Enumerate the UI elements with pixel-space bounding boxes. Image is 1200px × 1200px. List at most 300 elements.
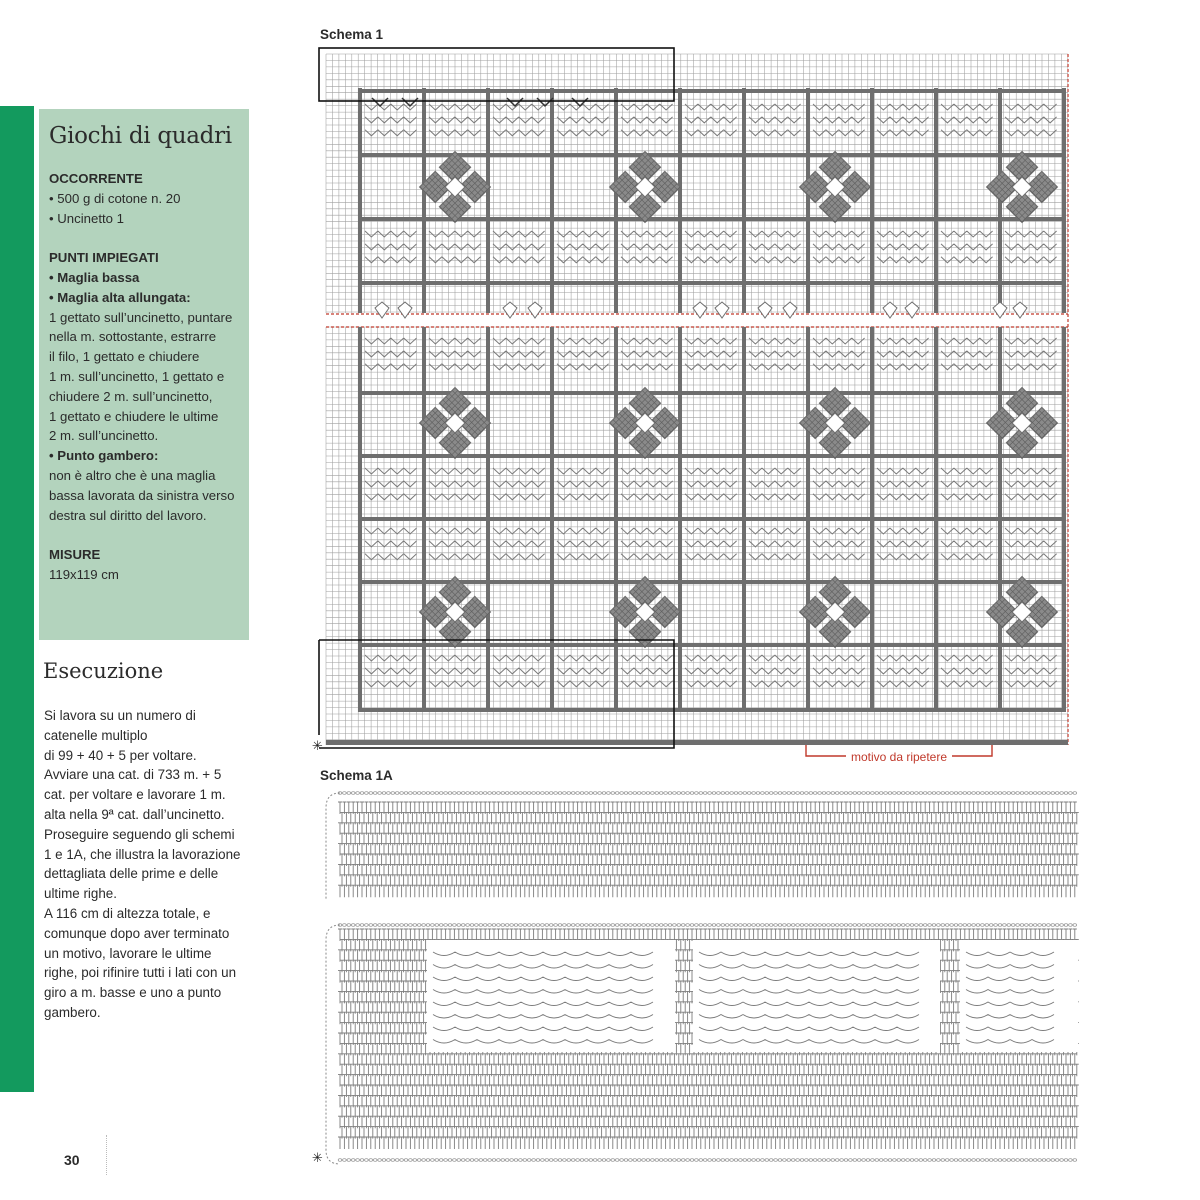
separator-marker	[503, 302, 517, 318]
chain-stitch	[545, 924, 549, 927]
chain-stitch	[444, 1159, 448, 1162]
chain-stitch	[585, 1159, 589, 1162]
v-stitch-row	[685, 528, 737, 534]
chain-stitch	[941, 924, 945, 927]
chain-stitch	[950, 792, 954, 795]
chain-stitch	[369, 1159, 373, 1162]
square-row-line	[360, 217, 1064, 221]
chain-stitch	[536, 924, 540, 927]
chain-stitch	[514, 1159, 518, 1162]
chain-stitch	[840, 1159, 844, 1162]
chain-stitch	[761, 792, 765, 795]
chain-stitch	[589, 924, 593, 927]
chain-stitch	[448, 924, 452, 927]
v-stitch-row	[493, 554, 545, 560]
chain-stitch	[906, 1159, 910, 1162]
v-stitch-row	[877, 244, 929, 250]
chain-stitch	[541, 792, 545, 795]
chain-stitch	[563, 1159, 567, 1162]
v-stitch-row	[493, 528, 545, 534]
chain-stitch	[593, 792, 597, 795]
chain-stitch	[461, 792, 465, 795]
chain-stitch	[532, 1159, 536, 1162]
v-stitch-row	[813, 528, 865, 534]
chain-stitch	[1007, 924, 1011, 927]
chain-stitch	[1047, 1159, 1051, 1162]
execution-line: alta nella 9ª cat. dall’uncinetto.	[44, 806, 225, 822]
chain-stitch	[567, 1159, 571, 1162]
chain-stitch	[778, 924, 782, 927]
chain-stitch	[1051, 1159, 1055, 1162]
separator-marker	[883, 302, 897, 318]
chain-stitch	[479, 1159, 483, 1162]
chain-stitch	[791, 1159, 795, 1162]
v-stitch-row	[1005, 364, 1057, 370]
chain-stitch	[479, 792, 483, 795]
schema-1-label: Schema 1	[320, 27, 384, 42]
chain-stitch	[585, 792, 589, 795]
chain-stitch	[835, 792, 839, 795]
v-stitch-row	[1005, 117, 1057, 123]
diamond-motif	[987, 152, 1058, 223]
chain-stitch	[598, 792, 602, 795]
square-column-line	[742, 88, 746, 313]
chain-stitch	[743, 792, 747, 795]
chain-stitch	[686, 1159, 690, 1162]
chain-stitch	[695, 924, 699, 927]
chain-stitch	[664, 924, 668, 927]
chain-stitch	[849, 924, 853, 927]
chain-stitch	[708, 924, 712, 927]
v-stitch-row	[621, 554, 673, 560]
chain-stitch	[532, 924, 536, 927]
separator-marker	[993, 302, 1007, 318]
chain-stitch	[593, 924, 597, 927]
chain-stitch	[576, 1159, 580, 1162]
chain-stitch	[422, 792, 426, 795]
chain-stitch	[923, 1159, 927, 1162]
separator-marker	[715, 302, 729, 318]
chain-stitch	[774, 924, 778, 927]
chain-stitch	[615, 792, 619, 795]
chain-stitch	[972, 924, 976, 927]
chain-stitch	[998, 924, 1002, 927]
chain-stitch	[985, 792, 989, 795]
v-stitch-row	[365, 117, 417, 123]
chain-stitch	[655, 1159, 659, 1162]
chain-stitch	[677, 1159, 681, 1162]
chain-stitch	[391, 1159, 395, 1162]
chain-stitch	[338, 1159, 342, 1162]
chain-stitch	[492, 924, 496, 927]
v-stitch-row	[493, 257, 545, 263]
chain-stitch	[1042, 1159, 1046, 1162]
chain-stitch	[514, 924, 518, 927]
chain-stitch	[563, 924, 567, 927]
chain-stitch	[756, 924, 760, 927]
chain-stitch	[981, 924, 985, 927]
chain-stitch	[607, 924, 611, 927]
execution-line: catenelle multiplo	[44, 727, 148, 743]
chain-stitch	[453, 924, 457, 927]
v-stitch-row	[941, 528, 993, 534]
chain-stitch	[554, 792, 558, 795]
chain-stitch	[378, 1159, 382, 1162]
chain-stitch	[501, 1159, 505, 1162]
chain-stitch	[879, 1159, 883, 1162]
chain-stitch	[813, 924, 817, 927]
chain-stitch	[488, 924, 492, 927]
chain-stitch	[976, 1159, 980, 1162]
chain-stitch	[1025, 924, 1029, 927]
chain-stitch	[523, 792, 527, 795]
punti-item: 1 gettato e chiudere le ultime	[49, 408, 219, 424]
chain-stitch	[1038, 792, 1042, 795]
v-stitch-row	[877, 351, 929, 357]
v-stitch-row	[685, 338, 737, 344]
chain-stitch	[497, 1159, 501, 1162]
chain-stitch	[937, 792, 941, 795]
chain-stitch	[382, 792, 386, 795]
chain-stitch	[378, 924, 382, 927]
square-row-line	[360, 89, 1064, 93]
chain-stitch	[629, 1159, 633, 1162]
chain-stitch	[360, 792, 364, 795]
chain-stitch	[351, 1159, 355, 1162]
v-stitch-row	[813, 117, 865, 123]
chain-stitch	[602, 1159, 606, 1162]
chain-stitch	[897, 792, 901, 795]
chain-stitch	[1029, 1159, 1033, 1162]
chain-stitch	[712, 792, 716, 795]
chain-stitch	[673, 1159, 677, 1162]
punti-item: nella m. sottostante, estrarre	[49, 329, 217, 345]
chain-stitch	[862, 792, 866, 795]
chain-stitch	[673, 924, 677, 927]
motif-center	[445, 602, 465, 622]
v-stitch-row	[813, 364, 865, 370]
chain-stitch	[791, 924, 795, 927]
chain-stitch	[382, 1159, 386, 1162]
chain-stitch	[712, 924, 716, 927]
chain-stitch	[783, 924, 787, 927]
punti-item: il filo, 1 gettato e chiudere	[49, 349, 200, 365]
chain-stitch	[976, 792, 980, 795]
chain-stitch	[857, 792, 861, 795]
chain-stitch	[725, 1159, 729, 1162]
chain-stitch	[932, 1159, 936, 1162]
chain-stitch	[453, 1159, 457, 1162]
chain-stitch	[1038, 924, 1042, 927]
v-stitch-row	[749, 351, 801, 357]
v-stitch-row	[813, 244, 865, 250]
chain-stitch	[761, 924, 765, 927]
chain-stitch	[347, 792, 351, 795]
chain-stitch	[607, 1159, 611, 1162]
chain-stitch	[871, 1159, 875, 1162]
chain-stitch	[615, 1159, 619, 1162]
chain-stitch	[1029, 792, 1033, 795]
chain-stitch	[373, 924, 377, 927]
chain-stitch	[1011, 792, 1015, 795]
chain-stitch	[818, 1159, 822, 1162]
chain-stitch	[1029, 924, 1033, 927]
diamond-motif	[800, 388, 871, 459]
chain-stitch	[629, 792, 633, 795]
chain-stitch	[945, 792, 949, 795]
v-stitch-row	[1005, 244, 1057, 250]
chain-stitch	[901, 1159, 905, 1162]
v-stitch-row	[365, 541, 417, 547]
chain-stitch	[871, 792, 875, 795]
v-stitch-row	[1005, 541, 1057, 547]
chain-stitch	[655, 792, 659, 795]
chain-stitch	[470, 924, 474, 927]
chain-stitch	[857, 1159, 861, 1162]
chain-stitch	[941, 792, 945, 795]
chain-stitch	[360, 1159, 364, 1162]
chain-stitch	[373, 1159, 377, 1162]
chain-stitch	[488, 1159, 492, 1162]
v-stitch-row	[685, 541, 737, 547]
chain-stitch	[369, 924, 373, 927]
chain-stitch	[536, 792, 540, 795]
chain-stitch	[739, 924, 743, 927]
chain-stitch	[827, 792, 831, 795]
chain-stitch	[659, 792, 663, 795]
chain-stitch	[373, 792, 377, 795]
chain-stitch	[439, 1159, 443, 1162]
chain-stitch	[739, 1159, 743, 1162]
v-stitch-row	[813, 130, 865, 136]
chain-stitch	[409, 792, 413, 795]
chain-stitch	[695, 1159, 699, 1162]
chain-stitch	[404, 924, 408, 927]
chain-stitch	[712, 1159, 716, 1162]
chain-stitch	[831, 924, 835, 927]
chain-stitch	[950, 1159, 954, 1162]
v-stitch-row	[941, 130, 993, 136]
punti-item: 1 gettato sull’uncinetto, puntare	[49, 309, 233, 325]
chain-stitch	[668, 792, 672, 795]
chain-stitch	[343, 1159, 347, 1162]
chain-stitch	[884, 792, 888, 795]
square-row-line	[360, 454, 1064, 458]
chain-stitch	[849, 1159, 853, 1162]
chain-stitch	[356, 924, 360, 927]
chain-stitch	[844, 924, 848, 927]
v-stitch-row	[685, 231, 737, 237]
chain-stitch	[558, 924, 562, 927]
chain-stitch	[875, 924, 879, 927]
punti-item: • Punto gambero:	[49, 448, 159, 464]
chain-stitch	[633, 924, 637, 927]
chain-stitch	[910, 792, 914, 795]
chain-stitch	[787, 1159, 791, 1162]
chain-stitch	[862, 1159, 866, 1162]
chain-stitch	[598, 924, 602, 927]
v-stitch-row	[685, 130, 737, 136]
square-row-line	[360, 643, 1064, 647]
chain-stitch	[989, 792, 993, 795]
chain-stitch	[989, 1159, 993, 1162]
chain-stitch	[901, 792, 905, 795]
chain-stitch	[510, 924, 514, 927]
chain-stitch	[624, 924, 628, 927]
chain-stitch	[1033, 792, 1037, 795]
chain-stitch	[822, 1159, 826, 1162]
v-stitch-row	[877, 541, 929, 547]
chain-stitch	[703, 924, 707, 927]
chain-stitch	[461, 1159, 465, 1162]
schema-1-start-marker: ✳	[312, 739, 323, 754]
chain-stitch	[620, 1159, 624, 1162]
chain-stitch	[593, 1159, 597, 1162]
chain-stitch	[426, 924, 430, 927]
chain-stitch	[959, 924, 963, 927]
chain-stitch	[822, 924, 826, 927]
chain-stitch	[356, 792, 360, 795]
chain-stitch	[637, 924, 641, 927]
chain-stitch	[435, 924, 439, 927]
v-stitch-row	[813, 104, 865, 110]
chain-stitch	[347, 1159, 351, 1162]
chain-stitch	[840, 924, 844, 927]
chain-stitch	[1073, 1159, 1077, 1162]
chain-stitch	[453, 792, 457, 795]
chain-stitch	[431, 792, 435, 795]
chain-stitch	[413, 924, 417, 927]
diamond-motif	[610, 152, 681, 223]
chain-stitch	[387, 792, 391, 795]
v-stitch-row	[365, 257, 417, 263]
execution-line: Si lavora su un numero di	[44, 708, 196, 723]
v-stitch-row	[365, 528, 417, 534]
chain-stitch	[963, 792, 967, 795]
chain-stitch	[717, 792, 721, 795]
fillet-mesh-area	[693, 940, 940, 1052]
v-stitch-row	[1005, 351, 1057, 357]
punti-item: non è altro che è una maglia	[49, 467, 216, 483]
chain-stitch	[677, 924, 681, 927]
chain-stitch	[1042, 792, 1046, 795]
execution-line: A 116 cm di altezza totale, e	[44, 905, 211, 921]
chain-stitch	[558, 792, 562, 795]
motif-center	[635, 177, 655, 197]
chain-stitch	[1064, 792, 1068, 795]
chain-stitch	[655, 924, 659, 927]
chain-stitch	[461, 924, 465, 927]
chain-stitch	[717, 924, 721, 927]
chain-stitch	[809, 924, 813, 927]
chain-stitch	[791, 792, 795, 795]
v-stitch-row	[941, 104, 993, 110]
chain-stitch	[928, 1159, 932, 1162]
chain-stitch	[651, 792, 655, 795]
chain-stitch	[646, 1159, 650, 1162]
schema-1-block-top	[358, 88, 1066, 313]
page-number: 30	[64, 1152, 80, 1168]
chain-stitch	[417, 924, 421, 927]
chain-stitch	[422, 1159, 426, 1162]
chain-stitch	[1064, 1159, 1068, 1162]
chain-stitch	[1025, 1159, 1029, 1162]
v-stitch-row	[493, 104, 545, 110]
v-stitch-row	[877, 117, 929, 123]
chain-stitch	[831, 792, 835, 795]
chain-stitch	[699, 1159, 703, 1162]
highlight-box-top	[319, 48, 674, 101]
chain-stitch	[435, 792, 439, 795]
chain-stitch	[448, 792, 452, 795]
v-stitch-row	[1005, 231, 1057, 237]
v-stitch-row	[877, 338, 929, 344]
chain-stitch	[871, 924, 875, 927]
chain-stitch	[668, 1159, 672, 1162]
chain-stitch	[818, 924, 822, 927]
chain-stitch	[703, 1159, 707, 1162]
chain-stitch	[1033, 1159, 1037, 1162]
chain-stitch	[519, 792, 523, 795]
chain-stitch	[378, 792, 382, 795]
chain-stitch	[769, 924, 773, 927]
chain-stitch	[800, 792, 804, 795]
chain-stitch	[708, 1159, 712, 1162]
v-stitch-row	[685, 117, 737, 123]
chain-stitch	[937, 924, 941, 927]
chain-stitch	[1016, 1159, 1020, 1162]
v-stitch-row	[493, 541, 545, 547]
chain-stitch	[778, 792, 782, 795]
repeat-label: motivo da ripetere	[850, 750, 948, 764]
chain-stitch	[730, 924, 734, 927]
chain-stitch	[725, 924, 729, 927]
v-stitch-row	[749, 554, 801, 560]
chain-stitch	[721, 1159, 725, 1162]
v-stitch-row	[685, 257, 737, 263]
chain-stitch	[409, 1159, 413, 1162]
chain-stitch	[765, 1159, 769, 1162]
chain-stitch	[681, 924, 685, 927]
punti-item: bassa lavorata da sinistra verso	[49, 487, 235, 503]
v-stitch-row	[813, 231, 865, 237]
chain-stitch	[945, 924, 949, 927]
separator-marker	[758, 302, 772, 318]
v-stitch-row	[877, 554, 929, 560]
chain-stitch	[391, 924, 395, 927]
execution-line: gambero.	[44, 1004, 101, 1020]
stitch-row	[338, 885, 1077, 897]
square-column-line	[870, 88, 874, 313]
chain-stitch	[351, 792, 355, 795]
v-stitch-row	[685, 364, 737, 370]
v-stitch-row	[621, 104, 673, 110]
chain-stitch	[488, 792, 492, 795]
chain-stitch	[1007, 1159, 1011, 1162]
square-column-line	[358, 88, 362, 313]
chain-stitch	[888, 792, 892, 795]
chain-stitch	[343, 792, 347, 795]
chain-stitch	[906, 792, 910, 795]
v-stitch-row	[749, 104, 801, 110]
square-column-line	[1062, 88, 1066, 313]
chain-stitch	[932, 792, 936, 795]
chain-stitch	[620, 792, 624, 795]
chain-stitch	[743, 1159, 747, 1162]
chain-stitch	[1003, 924, 1007, 927]
chain-stitch	[523, 924, 527, 927]
square-column-line	[550, 88, 554, 313]
